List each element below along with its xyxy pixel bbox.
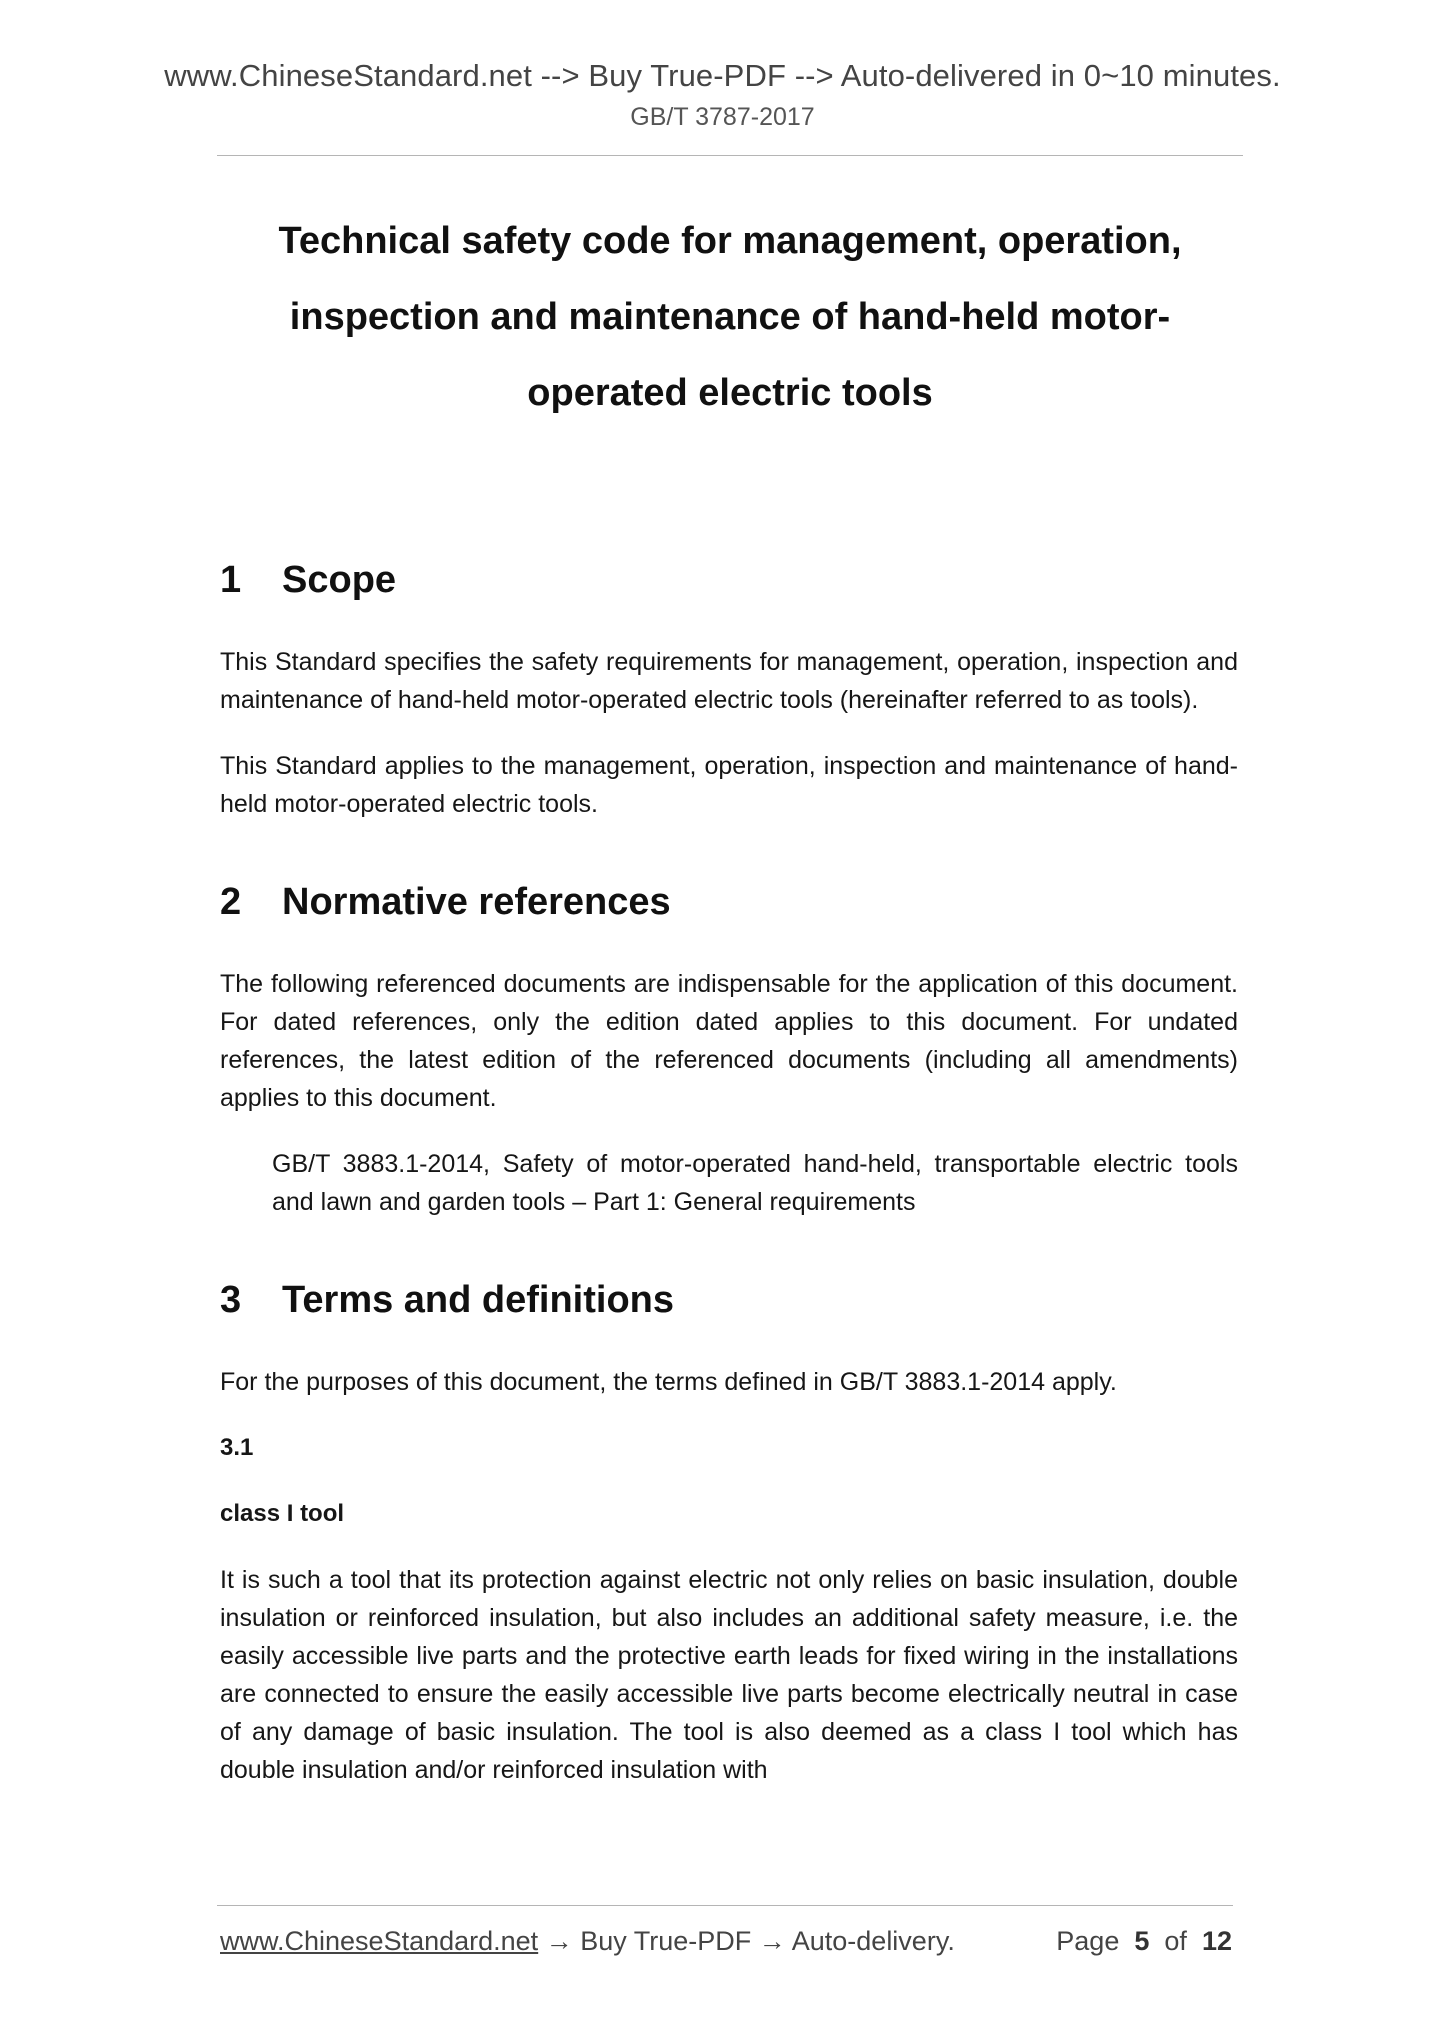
footer-tagline: → Buy True-PDF → Auto-delivery. bbox=[538, 1926, 955, 1956]
footer-left bbox=[220, 1921, 955, 1961]
page-label: Page bbox=[1056, 1926, 1120, 1956]
terms-intro-paragraph: For the purposes of this document, the terms defined in GB/T 3883.1-2014 apply. bbox=[220, 1368, 1117, 1396]
section-spacer bbox=[220, 851, 1238, 877]
section-title: Normative references bbox=[282, 881, 671, 923]
document-body bbox=[220, 555, 1238, 1817]
section-spacer bbox=[220, 1249, 1238, 1275]
header-divider bbox=[217, 155, 1243, 156]
document-title bbox=[217, 203, 1243, 431]
page-indicator bbox=[1056, 1921, 1232, 1961]
of-label: of bbox=[1164, 1926, 1187, 1956]
reference-item: GB/T 3883.1-2014, Safety of motor-operated hand-held, transportable electric tools and lawn and garden tools – Part 1: General requirements bbox=[272, 1150, 1238, 1216]
header-banner: www.ChineseStandard.net --> Buy True-PDF --> Auto-delivered in 0~10 minutes. bbox=[164, 58, 1281, 93]
section-title: Scope bbox=[282, 559, 397, 601]
page-header bbox=[0, 56, 1445, 134]
document-title-line-3: operated electric tools bbox=[527, 372, 933, 414]
header-standard-number: GB/T 3787-2017 bbox=[630, 103, 815, 131]
total-pages-number: 12 bbox=[1201, 1926, 1232, 1956]
section-heading-scope bbox=[220, 555, 1238, 605]
term-name: class I tool bbox=[220, 1500, 345, 1527]
term-definition: It is such a tool that its protection against electric not only relies on basic insulation, double insulation or reinforced insulation, but also includes an additional safety measure, i.e. the easily accessible live parts and the protective earth leads for fixed wiring in the installations are connected to ensure the easily accessible live parts become electrically neutral in case of any damage of basic insulation. The tool is also deemed as a class I tool which has double insulation and/or reinforced insulation with bbox=[220, 1566, 1238, 1784]
page-footer bbox=[220, 1921, 1232, 1961]
footer-divider bbox=[217, 1905, 1233, 1906]
section-heading-normative-references bbox=[220, 877, 1238, 927]
section-title: Terms and definitions bbox=[282, 1279, 675, 1321]
normative-references-paragraph: The following referenced documents are indispensable for the application of this document. For dated references, only the edition dated applies to this document. For undated references, the latest edition of the referenced documents (including all amendments) applies to this document. bbox=[220, 970, 1238, 1112]
current-page-number: 5 bbox=[1134, 1926, 1150, 1956]
footer-site-link[interactable]: www.ChineseStandard.net bbox=[220, 1926, 539, 1956]
section-number: 1 bbox=[220, 559, 242, 601]
document-title-line-2: inspection and maintenance of hand-held motor- bbox=[289, 296, 1171, 338]
section-heading-terms-and-definitions bbox=[220, 1275, 1238, 1325]
document-title-line-1: Technical safety code for management, operation, bbox=[278, 220, 1182, 262]
scope-paragraph-1: This Standard specifies the safety requirements for management, operation, inspection and maintenance of hand-held motor-operated electric tools (hereinafter referred to as tools). bbox=[220, 648, 1238, 714]
section-number: 2 bbox=[220, 881, 242, 923]
scope-paragraph-2: This Standard applies to the management, operation, inspection and maintenance of hand-held motor-operated electric tools. bbox=[220, 752, 1238, 818]
term-number: 3.1 bbox=[220, 1434, 254, 1461]
section-number: 3 bbox=[220, 1279, 242, 1321]
